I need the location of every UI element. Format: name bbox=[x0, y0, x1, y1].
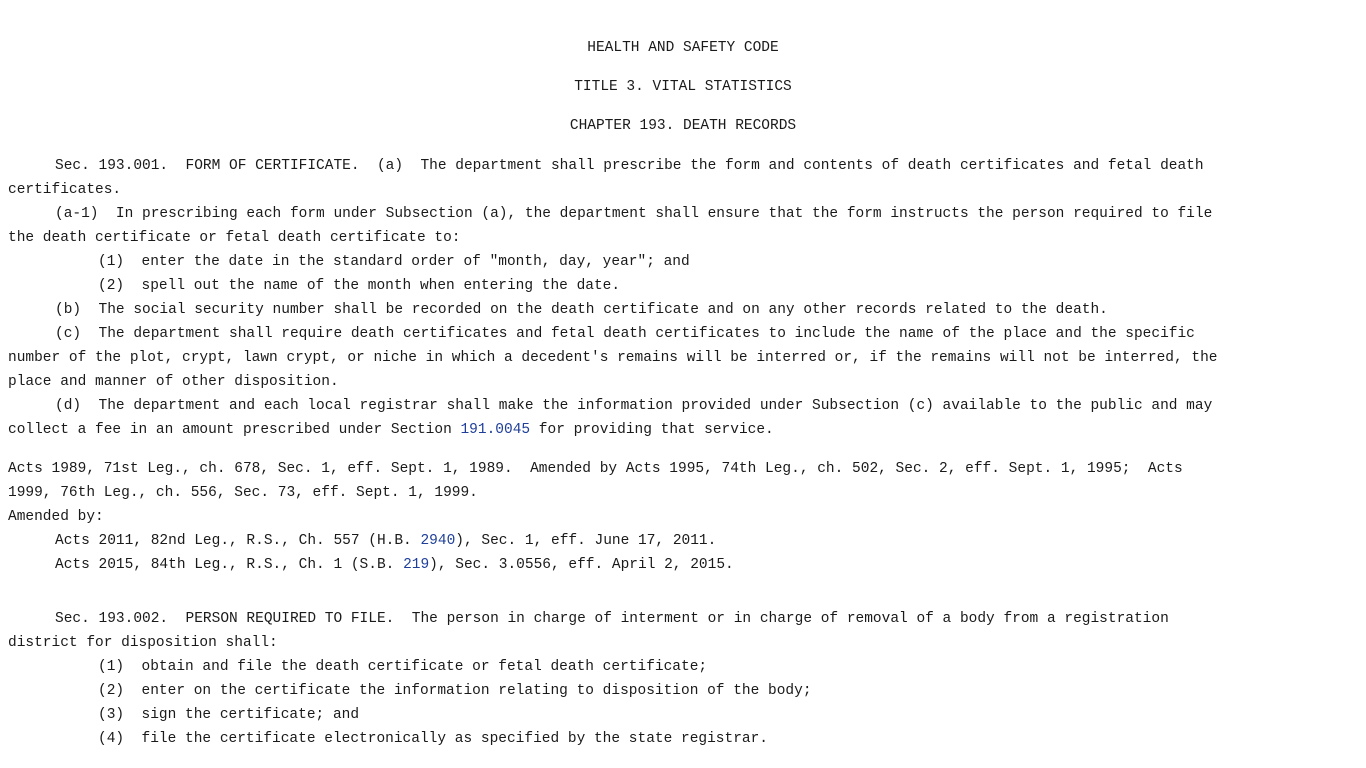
sec-001-line-5: (1) enter the date in the standard order of "month, day, year"; and bbox=[98, 254, 690, 270]
amendment-2011-text: Acts 2011, 82nd Leg., R.S., Ch. 557 (H.B. bbox=[55, 533, 421, 549]
amendment-2011 bbox=[55, 529, 716, 553]
amendment-2015-text: Acts 2015, 84th Leg., R.S., Ch. 1 (S.B. bbox=[55, 557, 404, 573]
amendment-2011-tail: ), Sec. 1, eff. June 17, 2011. bbox=[455, 533, 717, 549]
sec-002-line-4: (2) enter on the certificate the information relating to disposition of the body; bbox=[98, 683, 812, 699]
sec-002-line-6: (4) file the certificate electronically as specified by the state registrar. bbox=[98, 731, 769, 747]
code-heading: HEALTH AND SAFETY CODE bbox=[587, 40, 779, 56]
sec-001-line-12-text: collect a fee in an amount prescribed under Section bbox=[8, 422, 461, 438]
history-line-1: Acts 1989, 71st Leg., ch. 678, Sec. 1, eff. Sept. 1, 1989. Amended by Acts 1995, 74th Leg., ch. 502, Sec. 2, eff. Sept. 1, 1995; Acts bbox=[8, 461, 1183, 477]
sec-002-line-1: Sec. 193.002. PERSON REQUIRED TO FILE. The person in charge of interment or in charge of removal of a body from a registration bbox=[55, 611, 1169, 627]
sb-219-link[interactable]: 219 bbox=[403, 557, 430, 573]
sec-001-line-7: (b) The social security number shall be recorded on the death certificate and on any other records related to the death. bbox=[55, 302, 1108, 318]
sec-001-line-12 bbox=[8, 418, 774, 442]
hb-2940-link[interactable]: 2940 bbox=[420, 533, 456, 549]
amendment-2015-tail: ), Sec. 3.0556, eff. April 2, 2015. bbox=[429, 557, 734, 573]
sec-001-line-10: place and manner of other disposition. bbox=[8, 374, 339, 390]
chapter-heading: CHAPTER 193. DEATH RECORDS bbox=[569, 118, 797, 134]
sec-001-line-4: the death certificate or fetal death certificate to: bbox=[8, 230, 461, 246]
title-heading: TITLE 3. VITAL STATISTICS bbox=[574, 79, 792, 95]
history-line-2: 1999, 76th Leg., ch. 556, Sec. 73, eff. Sept. 1, 1999. bbox=[8, 485, 478, 501]
sec-001-line-11: (d) The department and each local registrar shall make the information provided under Subsection (c) available to the public and may bbox=[55, 398, 1213, 414]
sec-001-line-3: (a-1) In prescribing each form under Subsection (a), the department shall ensure that the form instructs the person required to file bbox=[55, 206, 1213, 222]
amended-by-label: Amended by: bbox=[8, 509, 104, 525]
sec-002-line-2: district for disposition shall: bbox=[8, 635, 278, 651]
section-191-0045-link[interactable]: 191.0045 bbox=[460, 422, 531, 438]
sec-001-line-9: number of the plot, crypt, lawn crypt, or niche in which a decedent's remains will be interred or, if the remains will not be interred, the bbox=[8, 350, 1218, 366]
sec-001-line-2: certificates. bbox=[8, 182, 122, 198]
sec-001-line-6: (2) spell out the name of the month when entering the date. bbox=[98, 278, 621, 294]
amendment-2015 bbox=[55, 553, 734, 577]
sec-001-line-8: (c) The department shall require death certificates and fetal death certificates to include the name of the place and the specific bbox=[55, 326, 1195, 342]
sec-002-line-5: (3) sign the certificate; and bbox=[98, 707, 360, 723]
sec-002-line-3: (1) obtain and file the death certificate or fetal death certificate; bbox=[98, 659, 708, 675]
sec-001-line-1: Sec. 193.001. FORM OF CERTIFICATE. (a) The department shall prescribe the form and contents of death certificates and fetal death bbox=[55, 158, 1204, 174]
sec-001-line-12-tail: for providing that service. bbox=[530, 422, 774, 438]
